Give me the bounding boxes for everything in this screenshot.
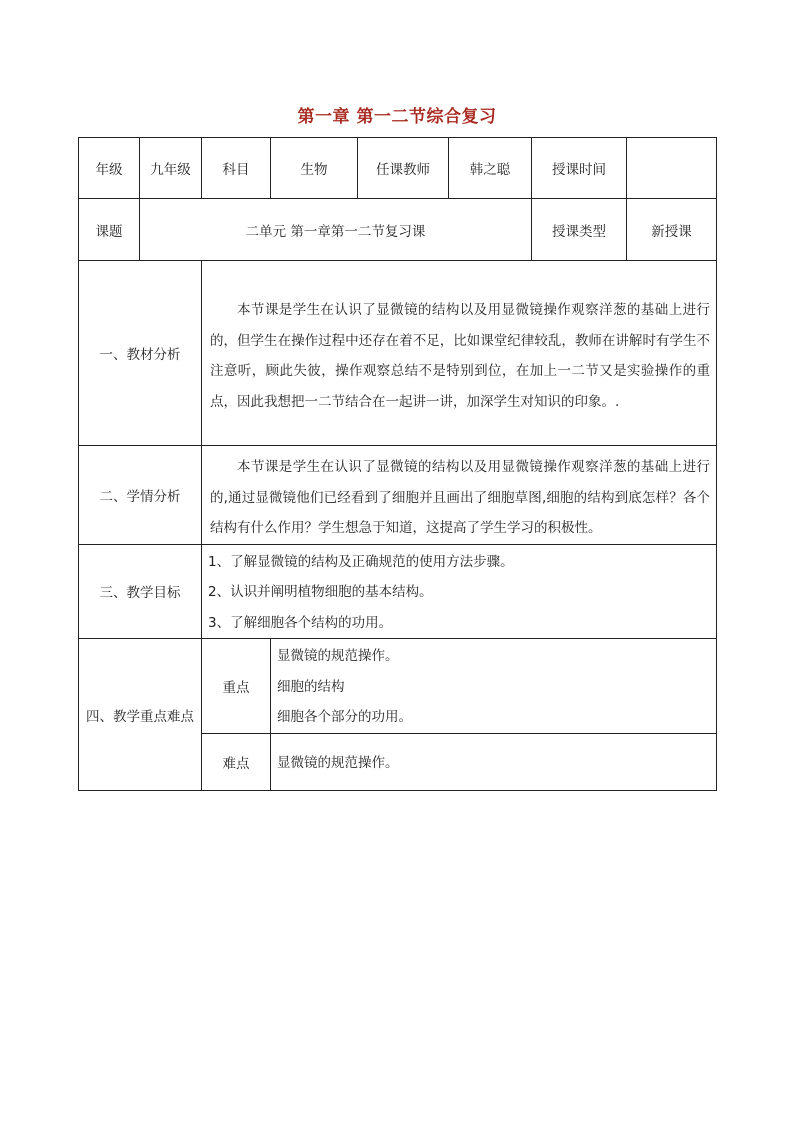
topic-value: 二单元 第一章第一二节复习课 bbox=[140, 199, 532, 261]
teacher-label: 任课教师 bbox=[358, 138, 449, 199]
key-point-item: 细胞各个部分的功用。 bbox=[277, 709, 412, 726]
textbook-analysis-label: 一、教材分析 bbox=[79, 261, 202, 446]
key-points-cell bbox=[271, 639, 717, 734]
student-analysis-cell bbox=[202, 446, 717, 545]
teaching-goals-cell bbox=[202, 544, 717, 639]
topic-label: 课题 bbox=[79, 199, 140, 261]
topic-row bbox=[79, 199, 717, 261]
teaching-goals-list bbox=[202, 545, 716, 639]
student-analysis-row bbox=[79, 446, 717, 545]
lesson-plan-table bbox=[78, 137, 717, 791]
goal-item: 3、了解细胞各个结构的功用。 bbox=[208, 614, 393, 631]
key-point-item: 细胞的结构 bbox=[277, 678, 345, 695]
key-point-item: 显微镜的规范操作。 bbox=[277, 648, 399, 665]
teaching-goals-label: 三、教学目标 bbox=[79, 544, 202, 639]
lesson-type-value: 新授课 bbox=[627, 199, 717, 261]
difficulty-label: 难点 bbox=[202, 734, 271, 791]
header-row bbox=[79, 138, 717, 199]
textbook-analysis-row bbox=[79, 261, 717, 446]
student-analysis-label: 二、学情分析 bbox=[79, 446, 202, 545]
textbook-analysis-cell bbox=[202, 261, 717, 446]
page-title: 第一章 第一二节综合复习 bbox=[297, 107, 497, 127]
subject-value: 生物 bbox=[271, 138, 358, 199]
grade-label: 年级 bbox=[79, 138, 140, 199]
difficulty-list bbox=[271, 746, 716, 779]
grade-value: 九年级 bbox=[140, 138, 202, 199]
focus-difficulty-label: 四、教学重点难点 bbox=[79, 639, 202, 791]
time-value bbox=[627, 138, 717, 199]
key-points-list bbox=[271, 639, 716, 733]
teaching-goals-row bbox=[79, 544, 717, 639]
textbook-analysis-text: 本节课是学生在认识了显微镜的结构以及用显微镜操作观察洋葱的基础上进行的，但学生在操作过程中还存在着不足，比如课堂纪律较乱，教师在讲解时有学生不注意听，顾此失彼，操作观察总结不是特别到位，在加上一二节又是实验操作的重点，因此我想把一二节结合在一起讲一讲，加深学生对知识的印象。. bbox=[210, 302, 710, 410]
lesson-type-label: 授课类型 bbox=[532, 199, 627, 261]
key-points-label: 重点 bbox=[202, 639, 271, 734]
difficulty-cell bbox=[271, 734, 717, 791]
teacher-value: 韩之聪 bbox=[449, 138, 532, 199]
goal-item: 1、了解显微镜的结构及正确规范的使用方法步骤。 bbox=[208, 553, 514, 570]
goal-item: 2、认识并阐明植物细胞的基本结构。 bbox=[208, 584, 433, 600]
time-label: 授课时间 bbox=[532, 138, 627, 199]
difficulty-item: 显微镜的规范操作。 bbox=[277, 754, 399, 771]
key-points-row bbox=[79, 639, 717, 734]
student-analysis-text: 本节课是学生在认识了显微镜的结构以及用显微镜操作观察洋葱的基础上进行的,通过显微镜他们已经看到了细胞并且画出了细胞草图,细胞的结构到底怎样？各个结构有什么作用？学生想急于知道，这提高了学生学习的积极性。 bbox=[210, 459, 710, 536]
subject-label: 科目 bbox=[202, 138, 271, 199]
